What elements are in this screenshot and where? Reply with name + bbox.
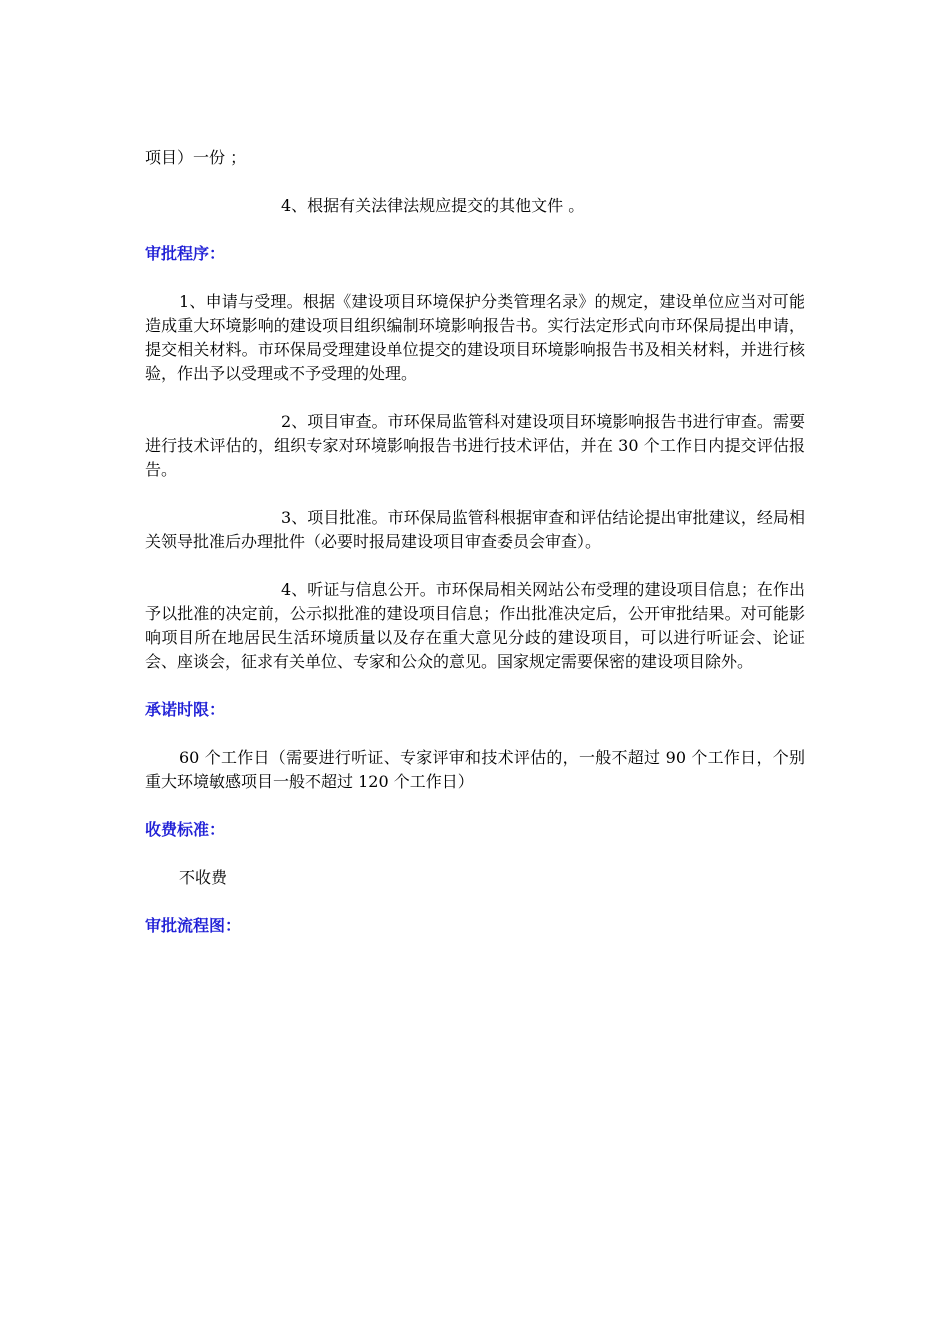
- procedure-step-4: 4、听证与信息公开。市环保局相关网站公布受理的建设项目信息；在作出予以批准的决定前，公示拟批准的建设项目信息；作出批准决定后，公开审批结果。对可能影响项目所在地居民生活环境质量以及存在重大意见分歧的建设项目，可以进行听证会、论证会、座谈会，征求有关单位、专家和公众的意见。国家规定需要保密的建设项目除外。: [145, 580, 805, 671]
- required-document-item-4: 4、根据有关法律法规应提交的其他文件 。: [281, 196, 585, 215]
- fee-standard-text: 不收费: [179, 868, 228, 887]
- continued-item-text: 项目）一份 ；: [145, 148, 247, 167]
- fee-standard-heading: 收费标准：: [145, 820, 226, 839]
- document-body: [145, 146, 805, 962]
- flowchart-heading: 审批流程图：: [145, 916, 242, 935]
- procedure-step-2: 2、项目审查。市环保局监管科对建设项目环境影响报告书进行审查。需要进行技术评估的，组织专家对环境影响报告书进行技术评估，并在 30 个工作日内提交评估报告。: [145, 412, 805, 479]
- time-limit-text: 60 个工作日（需要进行听证、专家评审和技术评估的，一般不超过 90 个工作日，个别重大环境敏感项目一般不超过 120 个工作日）: [145, 748, 805, 791]
- procedure-step-3: 3、项目批准。市环保局监管科根据审查和评估结论提出审批建议，经局相关领导批准后办理批件（必要时报局建设项目审查委员会审查）。: [145, 508, 805, 551]
- procedure-heading: 审批程序：: [145, 244, 226, 263]
- procedure-step-1: 1、申请与受理。根据《建设项目环境保护分类管理名录》的规定，建设单位应当对可能造成重大环境影响的建设项目组织编制环境影响报告书。实行法定形式向市环保局提出申请，提交相关材料。市环保局受理建设单位提交的建设项目环境影响报告书及相关材料，并进行核验，作出予以受理或不予受理的处理。: [145, 292, 805, 383]
- time-limit-heading: 承诺时限：: [145, 700, 226, 719]
